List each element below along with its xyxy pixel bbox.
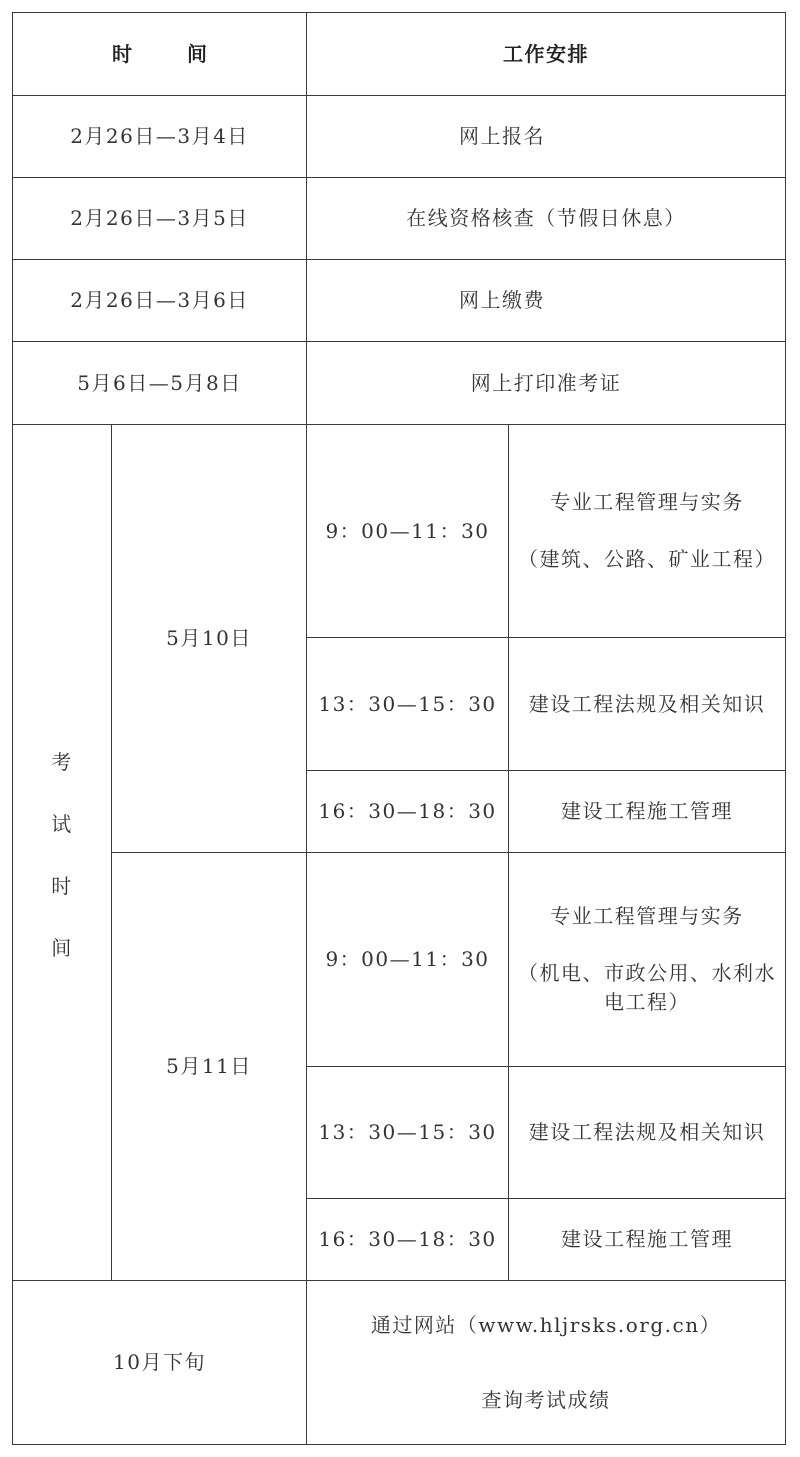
exam-session-row: [13, 425, 786, 638]
table-row: [13, 260, 786, 342]
session-subject: [509, 425, 786, 638]
result-date: 10月下旬: [13, 1281, 307, 1445]
table-row: [13, 178, 786, 260]
table-row: [13, 342, 786, 425]
date-cell: 2月26日—3月6日: [13, 260, 307, 342]
table-row: [13, 96, 786, 178]
result-line: 查询考试成绩: [481, 1387, 611, 1412]
session-time: 16：30—18：30: [307, 1199, 509, 1281]
label-char: 时: [51, 873, 73, 898]
session-subject: 建设工程施工管理: [509, 1199, 786, 1281]
subject-detail: （机电、市政公用、水利水电工程）: [518, 961, 776, 1014]
session-subject: 建设工程施工管理: [509, 771, 786, 853]
task-cell: 网上缴费: [307, 260, 786, 342]
label-char: 试: [51, 811, 73, 836]
session-time: 16：30—18：30: [307, 771, 509, 853]
result-line: 通过网站（www.hljrsks.org.cn）: [370, 1312, 722, 1337]
exam-day-date: 5月10日: [112, 425, 307, 853]
label-char: 间: [51, 935, 73, 960]
session-time: 13：30—15：30: [307, 1067, 509, 1199]
subject-detail: （建筑、公路、矿业工程）: [518, 547, 776, 571]
session-time: 9：00—11：30: [307, 425, 509, 638]
result-task: [307, 1281, 786, 1445]
session-subject: [509, 853, 786, 1067]
header-time: 时 间: [13, 13, 307, 96]
subject-title: 专业工程管理与实务: [550, 490, 744, 514]
session-time: 13：30—15：30: [307, 638, 509, 771]
session-time: 9：00—11：30: [307, 853, 509, 1067]
date-cell: 2月26日—3月5日: [13, 178, 307, 260]
task-cell: 在线资格核查（节假日休息）: [307, 178, 786, 260]
exam-schedule-table: [12, 12, 786, 1445]
result-row: [13, 1281, 786, 1445]
task-cell: 网上打印准考证: [307, 342, 786, 425]
exam-time-label: [13, 425, 112, 1281]
session-subject: 建设工程法规及相关知识: [509, 1067, 786, 1199]
task-cell: 网上报名: [307, 96, 786, 178]
exam-session-row: [13, 853, 786, 1067]
date-cell: 5月6日—5月8日: [13, 342, 307, 425]
session-subject: 建设工程法规及相关知识: [509, 638, 786, 771]
header-row: [13, 13, 786, 96]
label-char: 考: [51, 749, 73, 774]
subject-title: 专业工程管理与实务: [550, 904, 744, 928]
header-task: 工作安排: [307, 13, 786, 96]
exam-day-date: 5月11日: [112, 853, 307, 1281]
date-cell: 2月26日—3月4日: [13, 96, 307, 178]
